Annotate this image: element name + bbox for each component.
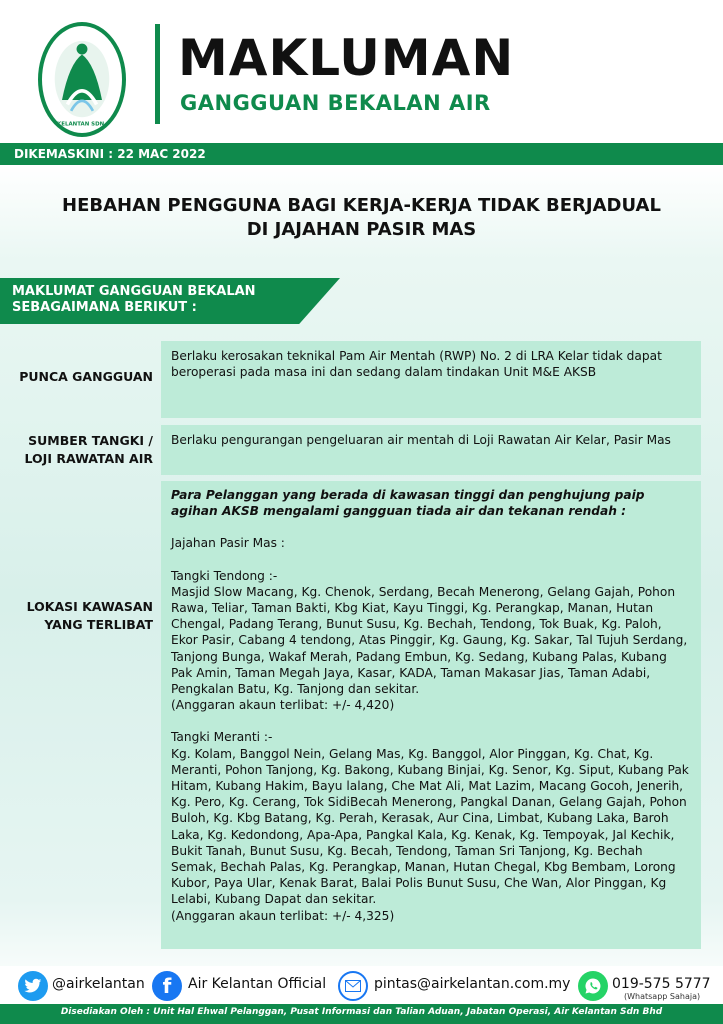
- punca-box: [161, 341, 701, 418]
- whatsapp-note: (Whatsapp Sahaja): [624, 992, 701, 1001]
- section-tab-line-1: MAKLUMAT GANGGUAN BEKALAN: [12, 284, 256, 299]
- whatsapp-icon[interactable]: [578, 971, 608, 1001]
- tank2-title: Tangki Meranti :-: [171, 730, 273, 745]
- logo-lettering: AIR KELANTAN SDN BHD: [44, 121, 120, 128]
- email-address[interactable]: pintas@airkelantan.com.my: [374, 976, 571, 992]
- updated-date: DIKEMASKINI : 22 MAC 2022: [14, 147, 206, 161]
- tank1-areas: Masjid Slow Macang, Kg. Chenok, Serdang, Becah Menerong, Gelang Gajah, Pohon Rawa, Teliar, Taman Bakti, Kbg Kiat, Kayu Tinggi, Kg. Perangkap, Manan, Hutan Chengal, Padang Terang, Bunut Susu, Kg. Bechah, Tendong, Tok Buak, Kg. Paloh, Ekor Pasir, Cabang 4 tendong, Atas Pinggir, Kg. Gaung, Kg. Sakar, Tal Tujuh Serdang, Tanjong Bunga, Wakaf Merah, Padang Embun, Kg. Sedang, Kubang Palas, Kubang Pak Amin, Taman Megah Jaya, Kasar, KADA, Taman Makasar Jias, Taman Adabi, Pengkalan Batu, Kg. Tanjong dan sekitar.: [171, 584, 688, 697]
- sumber-text: Berlaku pengurangan pengeluaran air mentah di Loji Rawatan Air Kelar, Pasir Mas: [171, 433, 671, 447]
- prepared-by-text: Disediakan Oleh : Unit Hal Ehwal Pelanggan, Pusat Informasi dan Talian Aduan, Jabatan Operasi, Air Kelantan Sdn Bhd: [60, 1007, 663, 1017]
- section-tab-text: [12, 284, 302, 316]
- sumber-label: [0, 432, 153, 468]
- email-icon[interactable]: [338, 971, 368, 1001]
- air-kelantan-logo: [38, 22, 126, 137]
- heading-line-1: HEBAHAN PENGGUNA BAGI KERJA-KERJA TIDAK BERJADUAL: [62, 195, 661, 216]
- facebook-page[interactable]: Air Kelantan Official: [188, 976, 327, 992]
- facebook-icon[interactable]: f: [152, 971, 182, 1001]
- page-title: MAKLUMAN: [178, 29, 515, 87]
- twitter-icon[interactable]: [18, 971, 48, 1001]
- lokasi-label: [0, 598, 153, 634]
- header-divider: [155, 24, 160, 124]
- tank2-accounts: (Anggaran akaun terlibat: +/- 4,325): [171, 908, 395, 923]
- punca-text: Berlaku kerosakan teknikal Pam Air Mentah (RWP) No. 2 di LRA Kelar tidak dapat beroperasi pada masa ini dan sedang dalam tindakan Unit M&E AKSB: [171, 349, 662, 380]
- tank2-areas: Kg. Kolam, Banggol Nein, Gelang Mas, Kg. Banggol, Alor Pinggan, Kg. Chat, Kg. Meranti, Pohon Tanjong, Kg. Bakong, Kubang Binjai, Kg. Senor, Kg. Siput, Kubang Pak Hitam, Kubang Hakim, Bayu lalang, Che Mat Ali, Mat Lazim, Macang Gocoh, Jenerih, Kg. Pero, Kg. Cerang, Tok SidiBecah Menerong, Pangkal Danan, Gelang Gajah, Pohon Buloh, Kg. Kbg Batang, Kg. Perah, Kerasak, Aur Cina, Limbat, Kubang Laka, Baroh Laka, Kg. Kedondong, Apa-Apa, Pangkal Kala, Kg. Kenak, Kg. Tempoyak, Jal Kechik, Bukit Tanah, Bunut Susu, Kg. Becah, Tendong, Taman Sri Tanjong, Kg. Bechah Semak, Bechah Palas, Kg. Perangkap, Manan, Hutan Chegal, Kbg Bembam, Lorong Kubor, Paya Ular, Kenak Barat, Balai Polis Bunut Susu, Che Wan, Alor Pinggan, Kg Lelabi, Kubang Dapat dan sekitar.: [171, 746, 689, 907]
- heading-line-2: DI JAJAHAN PASIR MAS: [246, 219, 477, 240]
- punca-label: PUNCA GANGGUAN: [19, 369, 153, 384]
- lokasi-label-line-2: YANG TERLIBAT: [44, 617, 153, 632]
- lokasi-label-line-1: LOKASI KAWASAN: [26, 599, 153, 614]
- twitter-handle[interactable]: @airkelantan: [52, 976, 145, 992]
- page-subtitle: GANGGUAN BEKALAN AIR: [180, 91, 491, 115]
- sumber-label-line-2: LOJI RAWATAN AIR: [24, 451, 153, 466]
- sumber-box: [161, 425, 701, 475]
- whatsapp-number[interactable]: 019-575 5777: [612, 976, 711, 992]
- district-name: Jajahan Pasir Mas :: [171, 536, 285, 551]
- tank1-title: Tangki Tendong :-: [171, 568, 278, 583]
- tank1-accounts: (Anggaran akaun terlibat: +/- 4,420): [171, 698, 395, 713]
- lokasi-intro: Para Pelanggan yang berada di kawasan tinggi dan penghujung paip agihan AKSB mengalami gangguan tiada air dan tekanan rendah :: [171, 488, 645, 519]
- sumber-label-line-1: SUMBER TANGKI /: [28, 433, 153, 448]
- announcement-heading: [20, 194, 703, 242]
- lokasi-box: [161, 481, 701, 949]
- logo-emblem-icon: [42, 26, 122, 133]
- section-tab-line-2: SEBAGAIMANA BERIKUT :: [12, 300, 197, 315]
